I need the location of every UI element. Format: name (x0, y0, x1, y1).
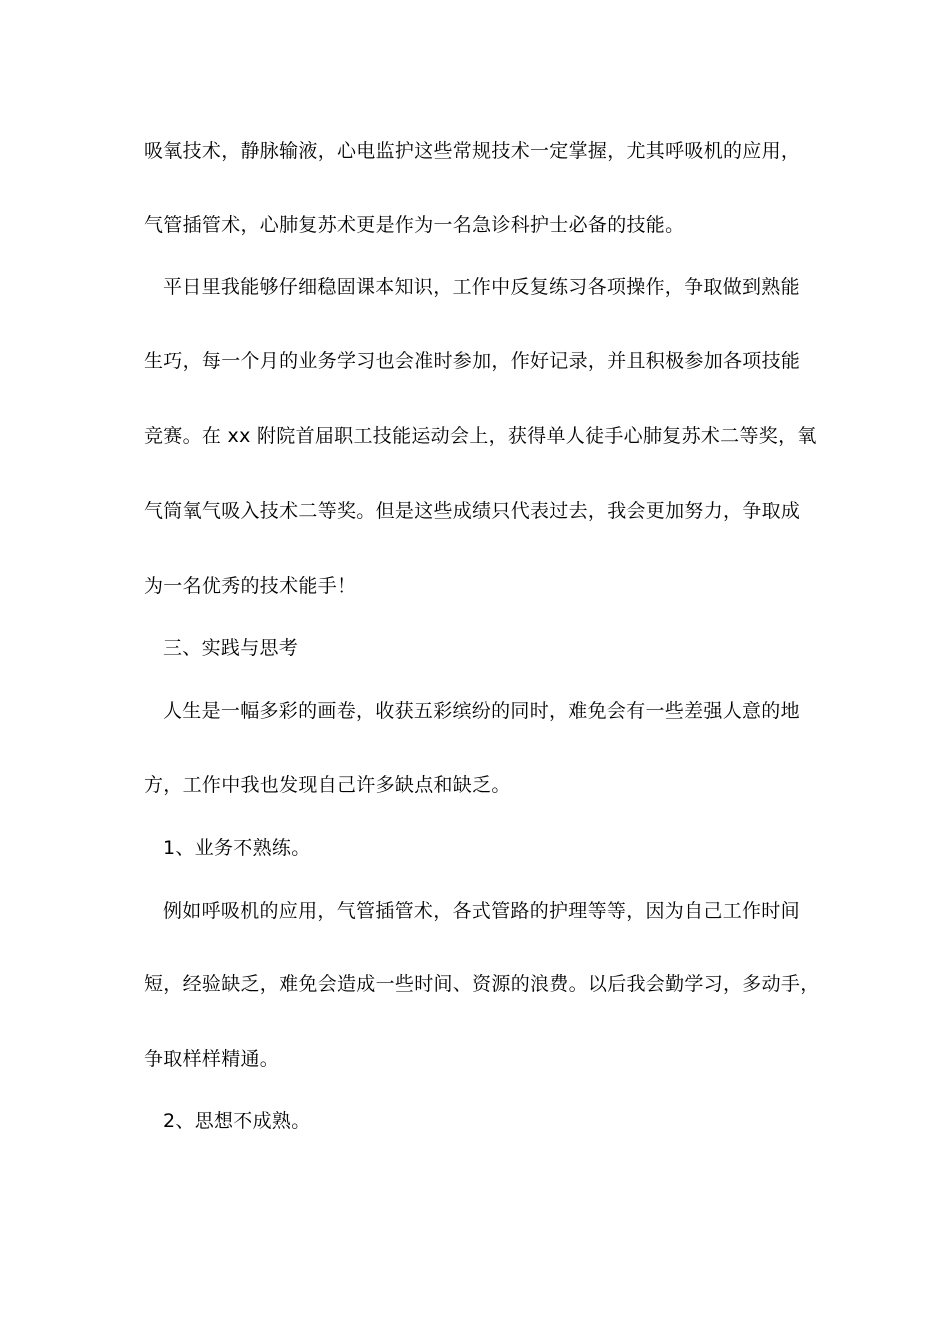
paragraph-line: 平日里我能够仔细稳固课本知识，工作中反复练习各项操作，争取做到熟能 (163, 276, 800, 298)
list-item-heading: 1、业务不熟练。 (163, 837, 311, 859)
section-heading: 三、实践与思考 (163, 637, 299, 659)
paragraph-line: 气管插管术，心肺复苏术更是作为一名急诊科护士必备的技能。 (144, 214, 685, 236)
paragraph-line: 生巧，每一个月的业务学习也会准时参加，作好记录，并且积极参加各项技能 (144, 350, 801, 372)
list-item-heading: 2、思想不成熟。 (163, 1110, 311, 1132)
paragraph-line: 人生是一幅多彩的画卷，收获五彩缤纷的同时，难免会有一些差强人意的地 (163, 700, 800, 722)
paragraph-line: 气筒氧气吸入技术二等奖。但是这些成绩只代表过去，我会更加努力，争取成 (144, 500, 801, 522)
paragraph-line: 争取样样精通。 (144, 1048, 280, 1070)
paragraph-line: 吸氧技术，静脉输液，心电监护这些常规技术一定掌握，尤其呼吸机的应用， (144, 140, 801, 162)
paragraph-line: 为一名优秀的技术能手！ (144, 575, 357, 597)
paragraph-line: 例如呼吸机的应用，气管插管术，各式管路的护理等等，因为自己工作时间 (163, 900, 800, 922)
paragraph-line: 竞赛。在 xx 附院首届职工技能运动会上，获得单人徒手心肺复苏术二等奖，氧 (144, 425, 817, 447)
paragraph-line: 短，经验缺乏，难免会造成一些时间、资源的浪费。以后我会勤学习，多动手， (144, 973, 820, 995)
paragraph-line: 方，工作中我也发现自己许多缺点和缺乏。 (144, 774, 511, 796)
